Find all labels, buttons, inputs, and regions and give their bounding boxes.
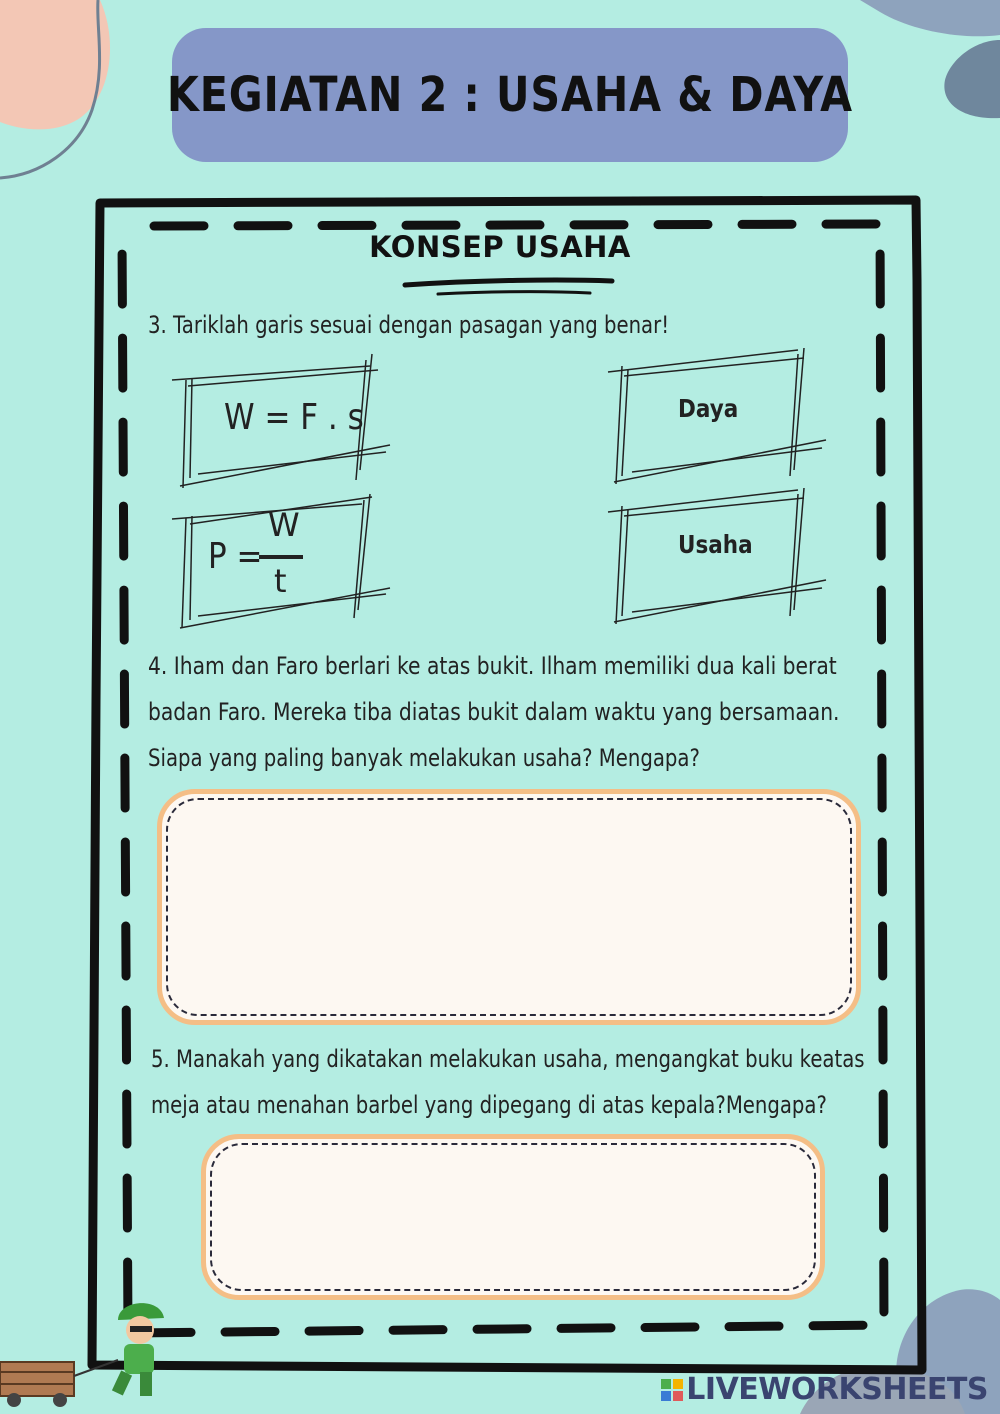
match-option-usaha[interactable]: Usaha [678, 530, 753, 559]
formula-power-lhs: P = [208, 536, 263, 577]
question-5-line-1: 5. Manakah yang dikatakan melakukan usaha, mengangkat buku keatas [151, 1045, 865, 1073]
top-right-blob [860, 0, 1000, 36]
liveworksheets-icon [661, 1379, 683, 1401]
question-4-line-1: 4. Iham dan Faro berlari ke atas bukit. Ilham memiliki dua kali berat [148, 652, 837, 680]
formula-power-numerator: W [268, 506, 300, 544]
formula-power-denominator: t [274, 562, 287, 600]
question-5-line-2: meja atau menahan barbel yang dipegang di atas kepala?Mengapa? [151, 1091, 827, 1119]
answer-field-5-dashed-border [210, 1143, 816, 1291]
question-4-line-3: Siapa yang paling banyak melakukan usaha? Mengapa? [148, 744, 700, 772]
section-title: KONSEP USAHA [369, 230, 631, 264]
match-option-daya[interactable]: Daya [678, 394, 739, 423]
right-blob [944, 40, 1000, 118]
title-underline [405, 280, 612, 285]
cart-illustration [0, 1360, 118, 1407]
brand-logo [661, 1372, 988, 1407]
answer-field-4[interactable] [157, 789, 861, 1025]
answer-field-5[interactable] [201, 1134, 825, 1300]
title-underline-2 [438, 292, 590, 294]
page-title: KEGIATAN 2 : USAHA & DAYA [166, 67, 854, 123]
question-3-text: 3. Tariklah garis sesuai dengan pasagan yang benar! [148, 311, 670, 339]
question-4-text [148, 643, 868, 781]
brand-name: LIVEWORKSHEETS [686, 1372, 988, 1407]
question-5-text [151, 1036, 871, 1128]
formula-work: W = F . s [224, 397, 364, 438]
question-4-line-2: badan Faro. Mereka tiba diatas bukit dalam waktu yang bersamaan. [148, 698, 840, 726]
answer-field-4-dashed-border [166, 798, 852, 1016]
character-illustration [112, 1303, 164, 1396]
title-banner [166, 28, 854, 162]
